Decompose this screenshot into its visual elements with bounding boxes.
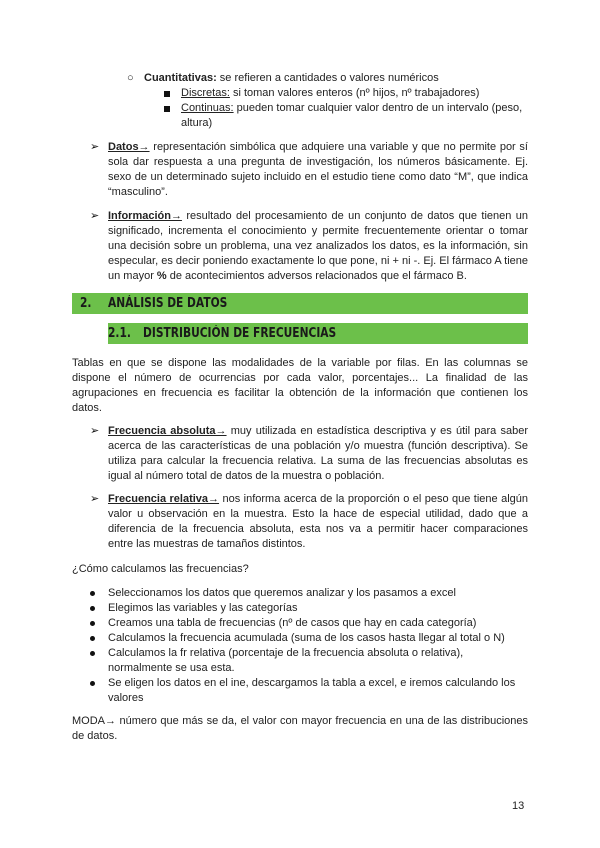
bullet-dot-icon xyxy=(90,651,95,656)
page-number: 13 xyxy=(512,800,525,812)
arrow-bullet-icon: ➢ xyxy=(90,493,100,505)
informacion-paragraph: Información→ resultado del procesamiento de un conjunto de datos que tienen un significado, incrementa el conocimiento y permite frecuentemente orientar o tomar una decisión sobre un problema, una vez analizados los datos, es la información, sin especular, es decir poniendo exactamente lo que pone, ni + ni -. Ej. El fármaco A tiene un mayor % de acontecimientos adversos relacionados que el fármaco B. xyxy=(108,210,528,282)
list-item: Calculamos la frecuencia acumulada (suma de los casos hasta llegar al total o N) xyxy=(108,632,505,644)
moda-paragraph: MODA→ número que más se da, el valor con mayor frecuencia en una de las distribuciones de datos. xyxy=(72,715,528,742)
question-text: ¿Cómo calculamos las frecuencias? xyxy=(72,563,249,575)
bullet-dot-icon xyxy=(90,621,95,626)
section-2-title: ANÁLISIS DE DATOS xyxy=(108,296,228,311)
arrow-bullet-icon: ➢ xyxy=(90,141,100,153)
continuas-line: Continuas: pueden tomar cualquier valor dentro de un intervalo (peso, xyxy=(181,102,523,114)
frecuencia-relativa-paragraph: Frecuencia relativa→ nos informa acerca de la proporción o el peso que tiene algún valor u observación en la muestra. Esto la hace de especial utilidad, dado que a diferencia de la frecuencia absoluta, esta nos va a permitir hacer comparaciones entre las muestras de tamaños distintos. xyxy=(108,493,529,550)
bullet-dot-icon xyxy=(90,591,95,596)
section-2-number: 2. xyxy=(80,296,92,311)
intro-paragraph: Tablas en que se dispone las modalidades de la variable por filas. En las columnas se dispone el número de ocurrencias por cada valor, porcentajes... La finalidad de las agrupaciones en frecuencia es facilitar la obtención de la información que contienen los datos. xyxy=(72,357,528,414)
list-item: Elegimos las variables y las categorías xyxy=(108,602,298,614)
list-item: Creamos una tabla de frecuencias (nº de casos que hay en cada categoría) xyxy=(108,617,477,629)
continuas-line-2: altura) xyxy=(181,117,213,129)
bullet-dot-icon xyxy=(90,606,95,611)
section-2-1-number: 2.1. xyxy=(108,326,131,341)
list-item: Seleccionamos los datos que queremos analizar y los pasamos a excel xyxy=(108,587,456,599)
square-bullet-icon xyxy=(164,106,170,112)
circle-bullet-icon: ○ xyxy=(127,72,134,84)
section-2-1-title: DISTRIBUCIÓN DE FRECUENCIAS xyxy=(143,326,337,341)
frecuencia-absoluta-paragraph: Frecuencia absoluta→ muy utilizada en estadística descriptiva y es útil para saber acerca de las características de una población y/o muestra (función descriptiva). Se utiliza para calcular la frecuencia relativa. La suma de las frecuencias absolutas es igual al número total de datos de la muestra o población. xyxy=(108,425,529,482)
square-bullet-icon xyxy=(164,91,170,97)
bullet-dot-icon xyxy=(90,636,95,641)
list-item: Se eligen los datos en el ine, descargamos la tabla a excel, e iremos calculando los valores xyxy=(108,677,516,704)
datos-paragraph: Datos→ representación simbólica que adquiere una variable y que no permite por sí sola dar respuesta a una pregunta de investigación, los números básicamente. Ej. sexo de un determinado sujeto incluido en el estudio tiene como dato “M”, que indica “masculino”. xyxy=(108,141,528,198)
list-item: Calculamos la fr relativa (porcentaje de la frecuencia absoluta o relativa), normalmente se usa esta. xyxy=(108,647,464,674)
cuantitativas-line: Cuantitativas: se refieren a cantidades o valores numéricos xyxy=(144,72,439,84)
bullet-dot-icon xyxy=(90,681,95,686)
arrow-bullet-icon: ➢ xyxy=(90,425,100,437)
arrow-bullet-icon: ➢ xyxy=(90,210,100,222)
discretas-line: Discretas: si toman valores enteros (nº hijos, nº trabajadores) xyxy=(181,87,480,99)
